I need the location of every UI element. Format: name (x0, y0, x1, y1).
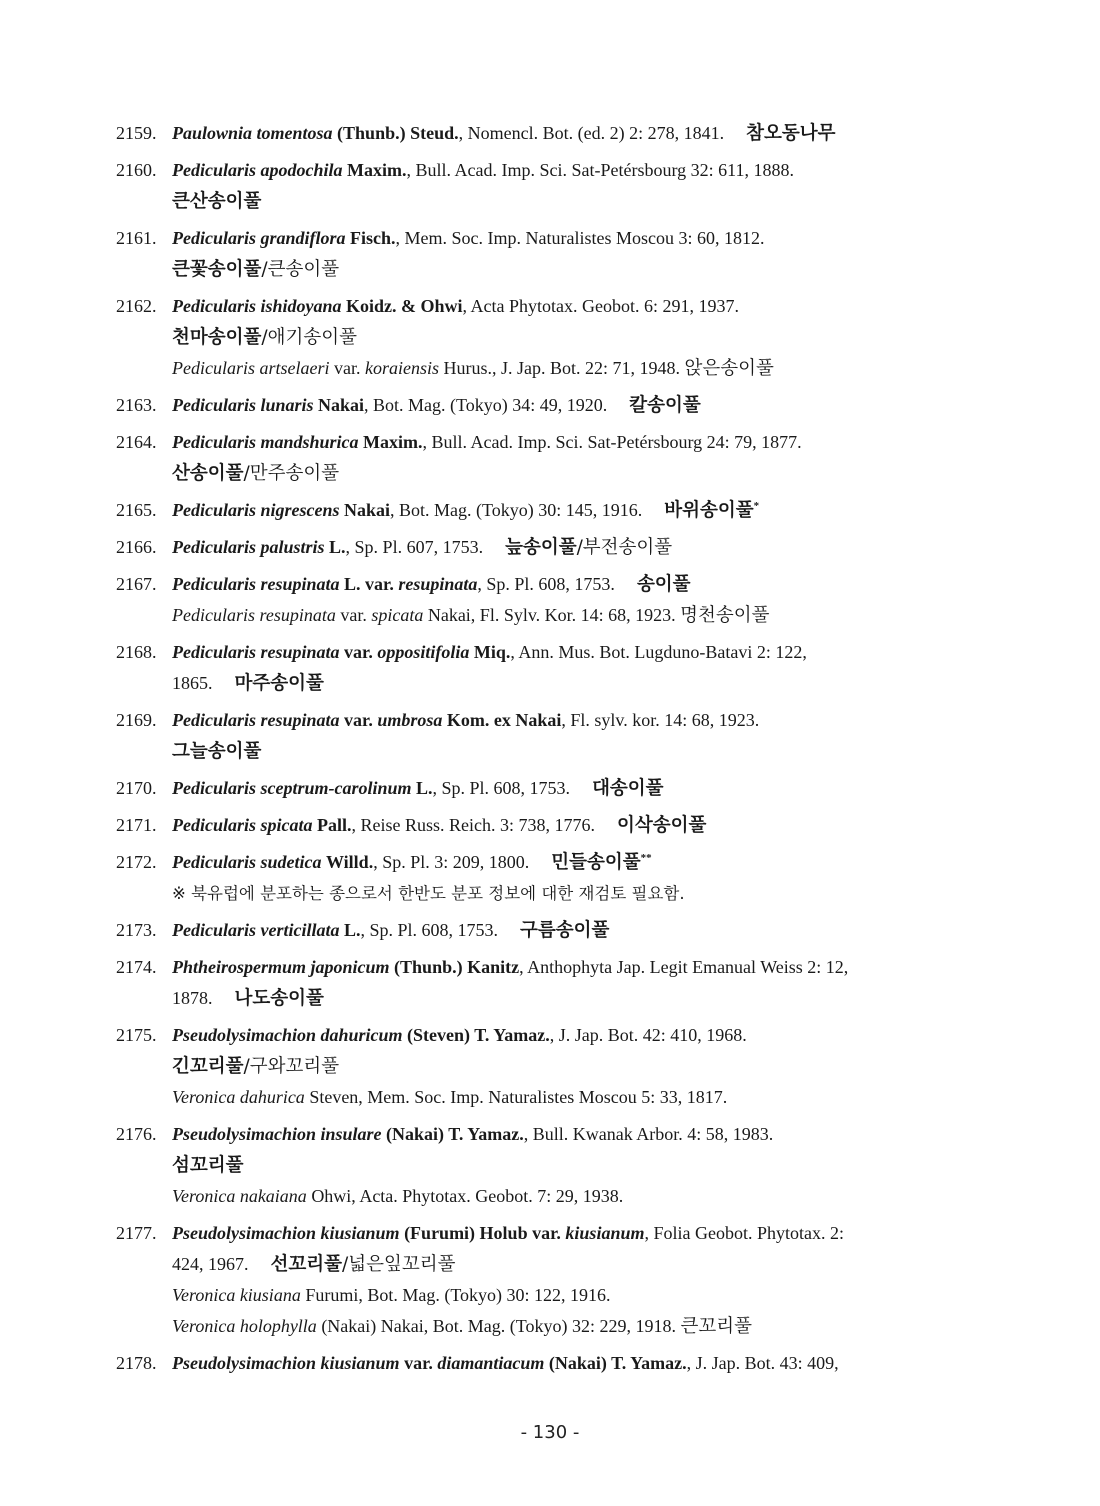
author: (Furumi) Holub var. (404, 1223, 561, 1243)
author: Nakai (344, 500, 391, 520)
entry-number: 2165. (116, 500, 157, 520)
entry-2175 (116, 1020, 986, 1113)
footnote-mark: ** (640, 852, 652, 864)
entry-2160 (116, 155, 986, 217)
scientific-name: Pedicularis nigrescens (172, 500, 340, 520)
author: L. (416, 778, 433, 798)
korean-name: 그늘송이풀 (172, 741, 262, 762)
scientific-name: Pedicularis verticillata (172, 920, 340, 940)
synonym: Veronica kiusiana Furumi, Bot. Mag. (Tokyo) 30: 122, 1916. (172, 1285, 611, 1305)
entry-number: 2171. (116, 815, 157, 835)
korean-name: 대송이풀 (592, 778, 664, 799)
footnote-mark: * (753, 500, 760, 512)
entry-2166 (116, 532, 986, 563)
infraspecific-name: kiusianum (565, 1223, 645, 1243)
reference: , J. Jap. Bot. 43: 409, (686, 1353, 839, 1373)
korean-name: 참오동나무 (746, 123, 836, 144)
korean-name: 나도송이풀 (234, 988, 324, 1009)
scientific-name: Phtheirospermum japonicum (172, 957, 390, 977)
entry-number: 2164. (116, 432, 157, 452)
infraspecific-author: (Nakai) T. Yamaz. (548, 1353, 687, 1373)
korean-alt-name: /큰송이풀 (261, 259, 340, 280)
reference: , Anthophyta Jap. Legit Emanual Weiss 2: 12, (519, 957, 849, 977)
species-list (116, 118, 986, 1385)
author: var. (344, 642, 373, 662)
reference: , Sp. Pl. 607, 1753. (345, 537, 484, 557)
author: L. var. (344, 574, 394, 594)
scientific-name: Pseudolysimachion kiusianum (172, 1223, 400, 1243)
entry-number: 2172. (116, 852, 157, 872)
scientific-name: Pedicularis mandshurica (172, 432, 359, 452)
entry-number: 2162. (116, 296, 157, 316)
entry-number: 2169. (116, 710, 157, 730)
page-number: - 130 - (520, 1422, 580, 1443)
korean-alt-name: /넓은잎꼬리풀 (341, 1254, 456, 1275)
entry-number: 2175. (116, 1025, 157, 1045)
entry-number: 2170. (116, 778, 157, 798)
korean-alt-name: /애기송이풀 (261, 327, 357, 348)
reference: , Sp. Pl. 608, 1753. (432, 778, 571, 798)
synonym: Pedicularis artselaeri var. koraiensis Hurus., J. Jap. Bot. 22: 71, 1948. 앉은송이풀 (172, 358, 774, 379)
korean-name: 칼송이풀 (629, 395, 701, 416)
author: (Thunb.) Steud. (337, 123, 459, 143)
author: (Nakai) T. Yamaz. (386, 1124, 524, 1144)
scientific-name: Pseudolysimachion insulare (172, 1124, 382, 1144)
korean-name: 섬꼬리풀 (172, 1155, 244, 1176)
distribution-note: ※ 북유럽에 분포하는 종으로서 한반도 분포 정보에 대한 재검토 필요함. (172, 884, 685, 903)
scientific-name: Pedicularis resupinata (172, 574, 340, 594)
scientific-name: Pseudolysimachion kiusianum (172, 1353, 400, 1373)
entry-2177 (116, 1218, 986, 1342)
entry-number: 2161. (116, 228, 157, 248)
author: Maxim. (347, 160, 407, 180)
infraspecific-name: umbrosa (377, 710, 443, 730)
scientific-name: Pedicularis sudetica (172, 852, 322, 872)
synonym: Veronica dahurica Steven, Mem. Soc. Imp. Naturalistes Moscou 5: 33, 1817. (172, 1087, 728, 1107)
author: Maxim. (363, 432, 423, 452)
korean-alt-name: /부전송이풀 (576, 537, 673, 558)
korean-name: 민들송이풀 (551, 852, 641, 873)
scientific-name: Pedicularis resupinata (172, 642, 340, 662)
reference: , Bull. Acad. Imp. Sci. Sat-Petérsbourg 32: 611, 1888. (406, 160, 794, 180)
entry-number: 2174. (116, 957, 157, 977)
reference: , Ann. Mus. Bot. Lugduno-Batavi 2: 122, (510, 642, 807, 662)
korean-name: 송이풀 (636, 574, 691, 595)
entry-number: 2166. (116, 537, 157, 557)
korean-name: 천마송이풀 (172, 327, 262, 348)
korean-name: 마주송이풀 (234, 673, 324, 694)
entry-2165 (116, 495, 986, 526)
author: (Steven) T. Yamaz. (407, 1025, 550, 1045)
scientific-name: Pedicularis apodochila (172, 160, 343, 180)
infraspecific-name: oppositifolia (377, 642, 470, 662)
entry-2170 (116, 773, 986, 804)
author: Koidz. & Ohwi (346, 296, 463, 316)
entry-2176 (116, 1119, 986, 1212)
entry-2163 (116, 390, 986, 421)
scientific-name: Pedicularis grandiflora (172, 228, 346, 248)
reference-cont: 1878. (172, 988, 213, 1008)
korean-name: 큰꽃송이풀 (172, 259, 262, 280)
korean-name: 산송이풀 (172, 463, 244, 484)
reference: , Sp. Pl. 3: 209, 1800. (373, 852, 530, 872)
entry-2159 (116, 118, 986, 149)
korean-alt-name: /구와꼬리풀 (243, 1056, 340, 1077)
scientific-name: Pedicularis palustris (172, 537, 325, 557)
synonym: Veronica holophylla (Nakai) Nakai, Bot. Mag. (Tokyo) 32: 229, 1918. 큰꼬리풀 (172, 1316, 752, 1337)
reference: , Bull. Kwanak Arbor. 4: 58, 1983. (523, 1124, 774, 1144)
entry-2174 (116, 952, 986, 1014)
reference: , Bull. Acad. Imp. Sci. Sat-Petérsbourg 24: 79, 1877. (422, 432, 802, 452)
entry-2171 (116, 810, 986, 841)
korean-name: 큰산송이풀 (172, 191, 262, 212)
author: Pall. (317, 815, 352, 835)
reference: , Fl. sylv. kor. 14: 68, 1923. (561, 710, 760, 730)
scientific-name: Pedicularis ishidoyana (172, 296, 342, 316)
korean-name: 긴꼬리풀 (172, 1056, 244, 1077)
author: Willd. (326, 852, 374, 872)
entry-2161 (116, 223, 986, 285)
scientific-name: Pedicularis lunaris (172, 395, 314, 415)
author: L. (343, 920, 361, 940)
author: Nakai (318, 395, 365, 415)
reference: , J. Jap. Bot. 42: 410, 1968. (549, 1025, 747, 1045)
entry-number: 2168. (116, 642, 157, 662)
scientific-name: Pedicularis spicata (172, 815, 313, 835)
entry-2164 (116, 427, 986, 489)
scientific-name: Pedicularis sceptrum-carolinum (172, 778, 412, 798)
reference-cont: 1865. (172, 673, 213, 693)
entry-number: 2178. (116, 1353, 157, 1373)
reference: , Sp. Pl. 608, 1753. (360, 920, 499, 940)
entry-2168 (116, 637, 986, 699)
entry-2167 (116, 569, 986, 631)
reference: , Reise Russ. Reich. 3: 738, 1776. (351, 815, 595, 835)
entry-number: 2177. (116, 1223, 157, 1243)
reference: , Bot. Mag. (Tokyo) 30: 145, 1916. (390, 500, 643, 520)
synonym: Pedicularis resupinata var. spicata Nakai, Fl. Sylv. Kor. 14: 68, 1923. 명천송이풀 (172, 605, 770, 626)
reference: , Folia Geobot. Phytotax. 2: (644, 1223, 844, 1243)
author: var. (344, 710, 373, 730)
reference: , Bot. Mag. (Tokyo) 34: 49, 1920. (364, 395, 608, 415)
reference: , Nomencl. Bot. (ed. 2) 2: 278, 1841. (458, 123, 725, 143)
infraspecific-author: Kom. ex Nakai (446, 710, 562, 730)
korean-name: 이삭송이풀 (617, 815, 707, 836)
author: L. (329, 537, 346, 557)
scientific-name: Pedicularis resupinata (172, 710, 340, 730)
reference: , Sp. Pl. 608, 1753. (477, 574, 615, 594)
korean-name: 선꼬리풀 (270, 1254, 342, 1275)
entry-number: 2163. (116, 395, 157, 415)
entry-number: 2167. (116, 574, 157, 594)
entry-2169 (116, 705, 986, 767)
entry-2173 (116, 915, 986, 946)
entry-2178 (116, 1348, 986, 1379)
entry-2162 (116, 291, 986, 384)
infraspecific-name: diamantiacum (437, 1353, 545, 1373)
scientific-name: Pseudolysimachion dahuricum (172, 1025, 403, 1045)
infraspecific-author: Miq. (473, 642, 511, 662)
reference: , Mem. Soc. Imp. Naturalistes Moscou 3: 60, 1812. (395, 228, 765, 248)
reference-cont: 424, 1967. (172, 1254, 249, 1274)
korean-name: 구름송이풀 (520, 920, 610, 941)
author: Fisch. (350, 228, 396, 248)
entry-number: 2173. (116, 920, 157, 940)
entry-number: 2176. (116, 1124, 157, 1144)
author: (Thunb.) Kanitz (394, 957, 520, 977)
korean-alt-name: /만주송이풀 (243, 463, 340, 484)
korean-name: 바위송이풀 (664, 500, 754, 521)
infraspecific-name: resupinata (398, 574, 478, 594)
korean-name: 늪송이풀 (505, 537, 577, 558)
synonym: Veronica nakaiana Ohwi, Acta. Phytotax. Geobot. 7: 29, 1938. (172, 1186, 624, 1206)
entry-number: 2159. (116, 123, 157, 143)
entry-number: 2160. (116, 160, 157, 180)
author: var. (404, 1353, 433, 1373)
reference: , Acta Phytotax. Geobot. 6: 291, 1937. (462, 296, 740, 316)
entry-2172 (116, 847, 986, 909)
scientific-name: Paulownia tomentosa (172, 123, 333, 143)
